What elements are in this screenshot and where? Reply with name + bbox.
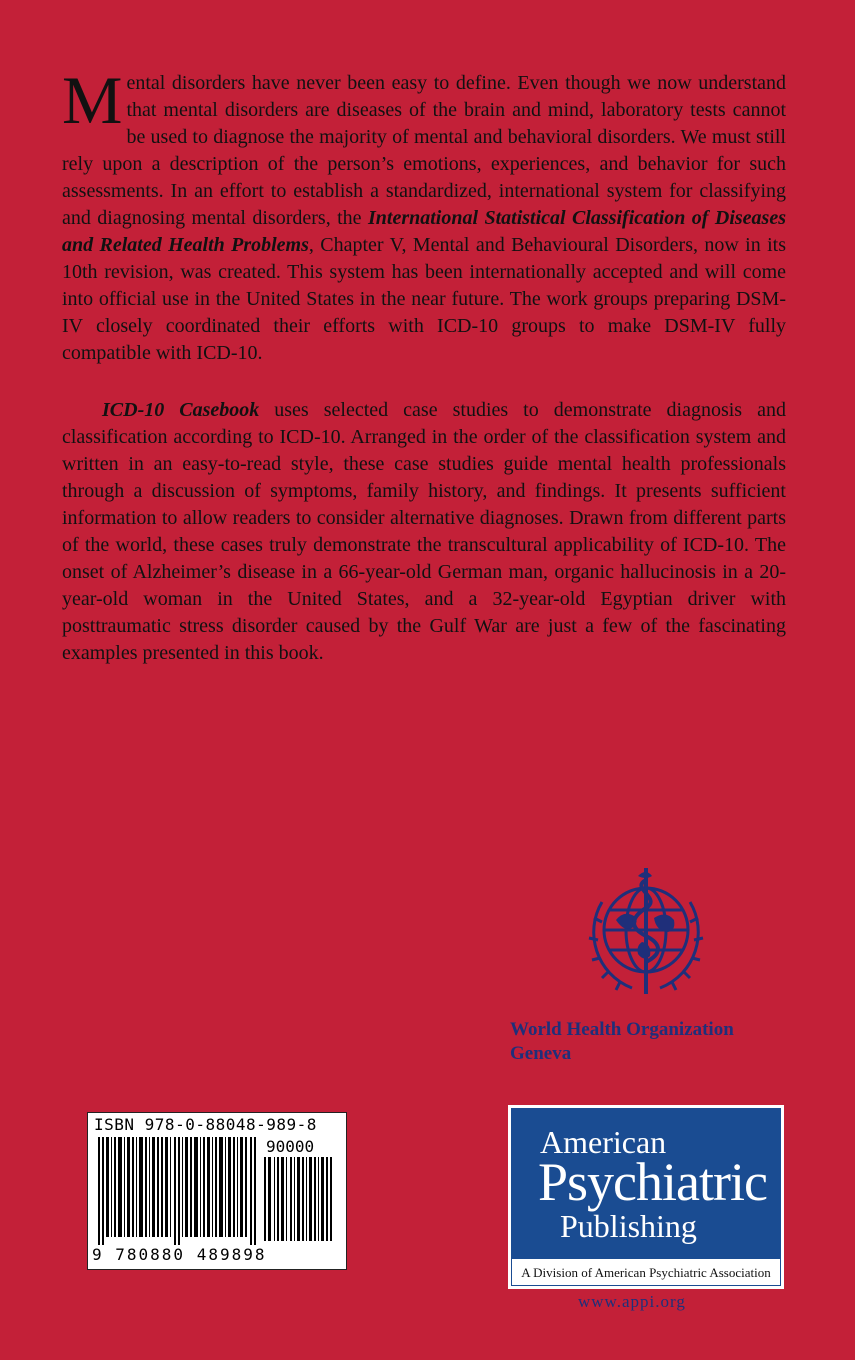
description-paragraph-1 <box>62 62 787 367</box>
price-addon-bars-icon <box>264 1157 334 1241</box>
paragraph-1-text-b: , Chapter V, Mental and Behavioural Disorders, now in its 10th revision, was created. This system has been internationally accepted and will come into official use in the United States in the near future. The work groups preparing DSM-IV closely coordinated their efforts with ICD-10 groups to make DSM-IV fully compatible with ICD-10. <box>62 234 786 364</box>
who-name <box>510 1018 734 1066</box>
publisher-line-2: Psychiatric <box>538 1152 767 1212</box>
back-cover-description <box>62 62 787 667</box>
who-emblem-icon <box>572 862 720 1002</box>
icd-full-title: International Statistical Classification of Diseases and Related Health Problems <box>62 207 787 256</box>
book-title-reference: ICD-10 Casebook <box>102 399 260 421</box>
publisher-logo-frame <box>511 1108 781 1286</box>
isbn-barcode <box>87 1112 347 1270</box>
paragraph-2-text: uses selected case studies to demonstrate diagnosis and classification according to ICD-10. Arranged in the order of the classification system and written in an easy-to-read style, these case studies guide mental health professionals through a discussion of symptoms, family history, and findings. It presents sufficient information to allow readers to consider alternative diagnoses. Drawn from different parts of the world, these cases truly demonstrate the transcultural applicability of ICD-10. The onset of Alzheimer’s disease in a 66-year-old German man, organic hallucinosis in a 20-year-old woman in the United States, and a 32-year-old Egyptian driver with posttraumatic stress disorder caused by the Gulf War are just a few of the fascinating examples presented in this book. <box>62 399 786 664</box>
price-code: 90000 <box>266 1137 315 1156</box>
ean-bars-icon <box>98 1137 258 1245</box>
paragraph-1-text-a: ental disorders have never been easy to define. Even though we now understand that mental disorders are diseases of the brain and mind, laboratory tests cannot be used to diagnose the majority of mental and behavioral disorders. We must still rely upon a description of the person’s emotions, experiences, and behavior for such assessments. In an effort to establish a standardized, international system for classifying and diagnosing mental disorders, the <box>62 72 786 229</box>
publisher-url: www.appi.org <box>578 1292 686 1311</box>
drop-cap: M <box>62 62 123 138</box>
isbn-text: ISBN 978-0-88048-989-8 <box>94 1115 317 1134</box>
who-line-1: World Health Organization <box>510 1019 734 1040</box>
ean-digits: 9 780880 489898 <box>92 1245 267 1264</box>
publisher-logo <box>508 1105 784 1289</box>
publisher-logo-panel <box>512 1109 780 1259</box>
who-line-2: Geneva <box>510 1043 572 1064</box>
publisher-line-1: American <box>540 1124 667 1160</box>
publisher-subtitle: A Division of American Psychiatric Association <box>521 1265 771 1280</box>
description-paragraph-2 <box>62 397 786 667</box>
publisher-line-3: Publishing <box>560 1208 697 1244</box>
